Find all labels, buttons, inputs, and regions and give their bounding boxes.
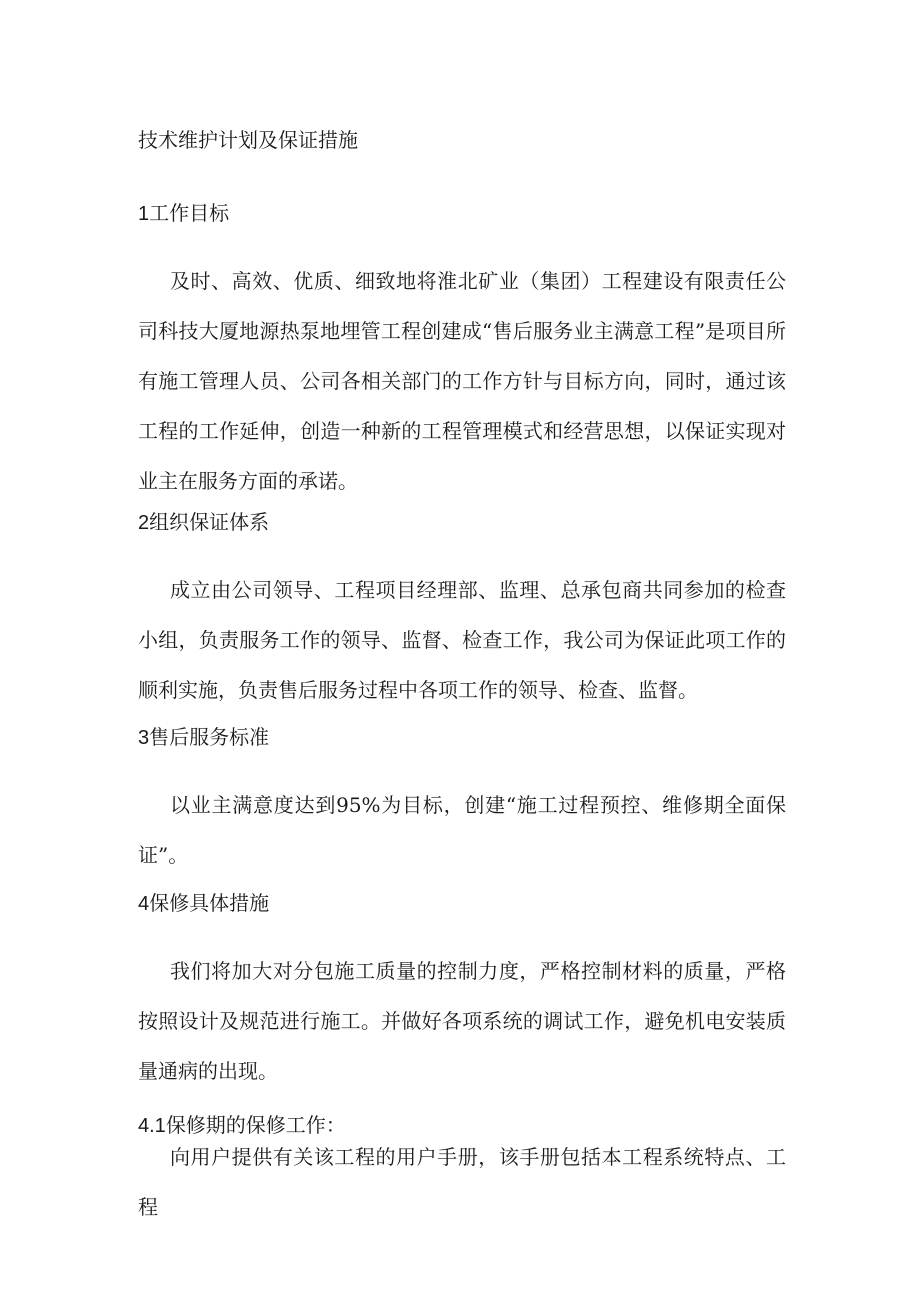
section-number-1: 1 xyxy=(138,203,150,225)
section-heading-text-4-1: 保修期的保修工作： xyxy=(165,1113,346,1137)
section-heading-text-1: 工作目标 xyxy=(149,201,230,225)
section-heading-1 xyxy=(138,197,786,230)
section-heading-text-2: 组织保证体系 xyxy=(149,510,270,534)
section-paragraph-2: 成立由公司领导、工程项目经理部、监理、总承包商共同参加的检查小组，负责服务工作的领导、监督、检查工作，我公司为保证此项工作的顺利实施，负责售后服务过程中各项工作的领导、检查、监督。 xyxy=(138,578,786,702)
section-heading-2 xyxy=(138,506,786,539)
section-heading-text-3: 售后服务标准 xyxy=(149,725,270,749)
section-paragraph-4: 我们将加大对分包施工质量的控制力度，严格控制材料的质量，严格按照设计及规范进行施工。并做好各项系统的调试工作，避免机电安装质量通病的出现。 xyxy=(138,959,786,1083)
section-heading-text-4: 保修具体措施 xyxy=(149,891,270,915)
section-number-3: 3 xyxy=(138,727,150,749)
section-number-4: 4 xyxy=(138,893,150,915)
section-paragraph-4-1: 向用户提供有关该工程的用户手册，该手册包括本工程系统特点、工程 xyxy=(138,1145,786,1219)
document-title: 技术维护计划及保证措施 xyxy=(138,128,358,152)
section-paragraph-1: 及时、高效、优质、细致地将淮北矿业（集团）工程建设有限责任公司科技大厦地源热泵地埋管工程创建成“售后服务业主满意工程”是项目所有施工管理人员、公司各相关部门的工作方针与目标方向，同时，通过该工程的工作延伸，创造一种新的工程管理模式和经营思想，以保证实现对业主在服务方面的承诺。 xyxy=(138,269,786,493)
section-heading-4 xyxy=(138,887,786,920)
section-heading-3 xyxy=(138,721,786,754)
section-number-2: 2 xyxy=(138,512,150,534)
section-paragraph-3: 以业主满意度达到95%为目标，创建“施工过程预控、维修期全面保证”。 xyxy=(138,793,786,867)
section-number-4-1: 4.1 xyxy=(138,1115,166,1137)
